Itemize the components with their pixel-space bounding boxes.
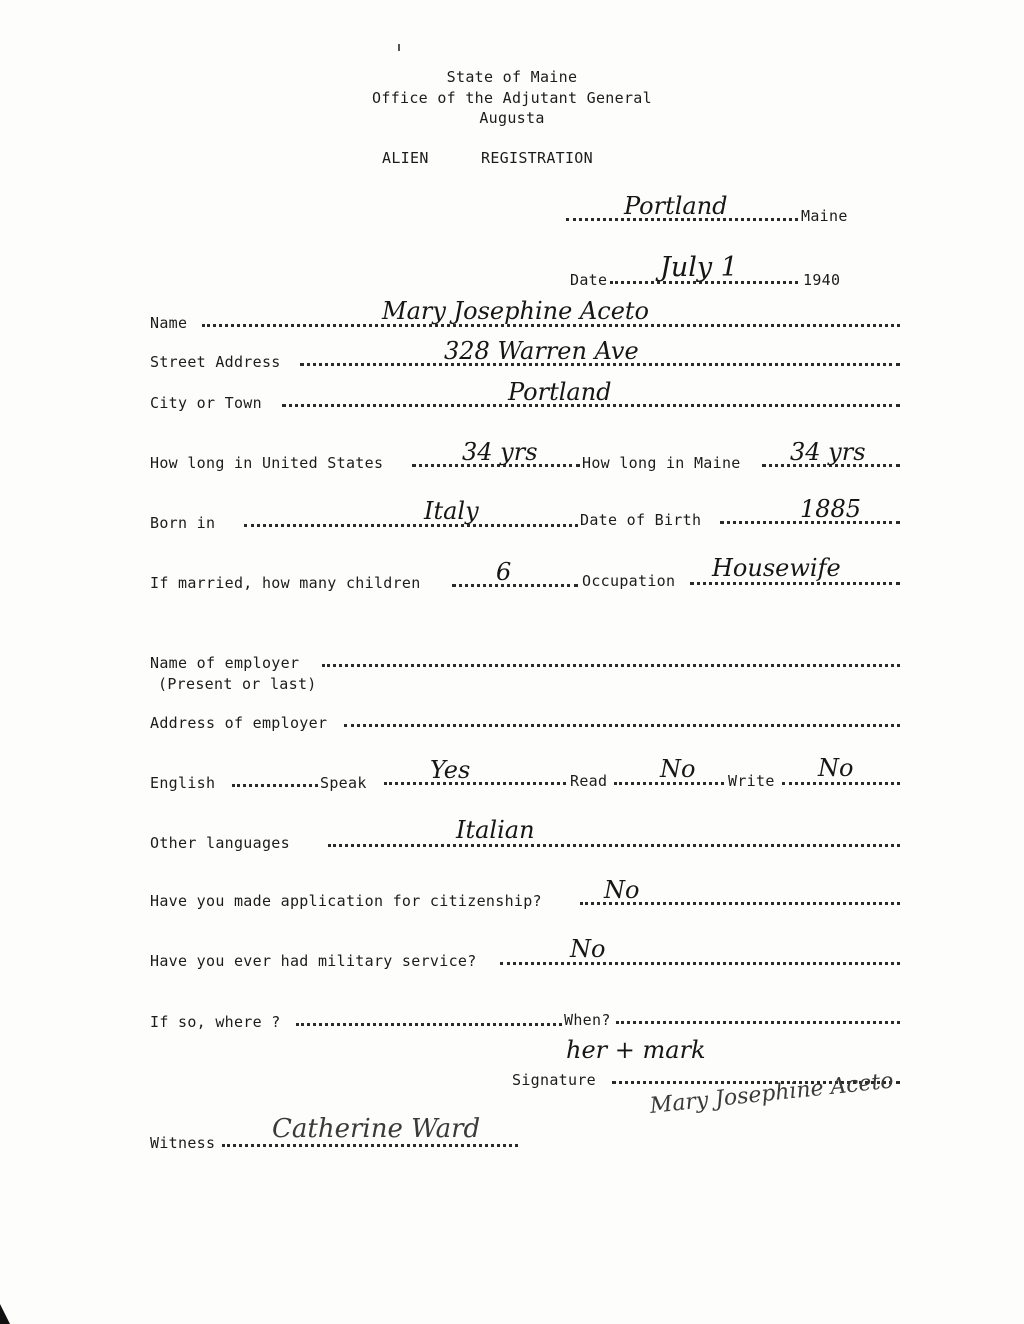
signature-mark: her + mark [566, 1036, 706, 1064]
military-label: Have you ever had military service? [150, 952, 477, 970]
military-value: No [570, 935, 606, 963]
occupation-dots [690, 582, 900, 585]
children-value: 6 [496, 558, 512, 586]
speak-label: Speak [320, 774, 367, 792]
street-label: Street Address [150, 353, 281, 371]
city-label: City or Town [150, 394, 262, 412]
military-dots [500, 962, 900, 965]
header-registration: REGISTRATION [481, 149, 593, 167]
maine-value: 34 yrs [790, 438, 866, 466]
english-dots [232, 784, 318, 787]
employer-sublabel: (Present or last) [158, 675, 317, 693]
children-label: If married, how many children [150, 574, 421, 592]
place-state: Maine [801, 207, 848, 225]
city-value: Portland [508, 378, 612, 406]
where-label: If so, where ? [150, 1013, 281, 1031]
date-value: July 1 [660, 252, 738, 283]
us-value: 34 yrs [462, 438, 538, 466]
witness-label: Witness [150, 1134, 216, 1152]
maine-label: How long in Maine [582, 454, 741, 472]
date-year: 1940 [803, 271, 841, 289]
employer-label: Name of employer [150, 654, 300, 672]
header-city: Augusta [479, 109, 545, 127]
citizenship-label: Have you made application for citizenship? [150, 892, 542, 910]
dob-value: 1885 [800, 495, 862, 523]
employer-address-dots [344, 724, 900, 727]
header-state: State of Maine [446, 68, 578, 86]
when-dots [616, 1021, 900, 1024]
date-label: Date [570, 271, 608, 289]
signature-name: Mary Josephine Aceto [648, 1068, 895, 1119]
children-dots [452, 584, 578, 587]
header-alien: ALIEN [382, 149, 429, 167]
employer-address-label: Address of employer [150, 714, 328, 732]
write-label: Write [728, 772, 775, 790]
born-label: Born in [150, 514, 216, 532]
name-label: Name [150, 314, 188, 332]
english-label: English [150, 774, 216, 792]
place-value: Portland [624, 192, 728, 220]
read-value: No [660, 755, 696, 783]
born-value: Italy [424, 497, 479, 525]
signature-label: Signature [512, 1071, 596, 1089]
witness-value: Catherine Ward [272, 1114, 481, 1144]
other-languages-label: Other languages [150, 834, 290, 852]
dob-label: Date of Birth [580, 511, 702, 529]
employer-dots [322, 664, 900, 667]
occupation-value: Housewife [712, 554, 841, 582]
header-office: Office of the Adjutant General [372, 89, 652, 107]
speak-value: Yes [430, 756, 471, 784]
when-label: When? [564, 1011, 611, 1029]
read-label: Read [570, 772, 608, 790]
name-value: Mary Josephine Aceto [382, 297, 649, 325]
other-languages-value: Italian [456, 816, 535, 844]
speak-dots [384, 782, 566, 785]
occupation-label: Occupation [582, 572, 676, 590]
scan-corner [0, 1304, 10, 1324]
where-dots [296, 1023, 562, 1026]
write-dots [782, 782, 900, 785]
scan-mark [398, 44, 400, 51]
other-languages-dots [328, 844, 900, 847]
witness-dots [222, 1144, 518, 1147]
born-dots [244, 524, 578, 527]
citizenship-value: No [604, 876, 640, 904]
us-label: How long in United States [150, 454, 384, 472]
street-value: 328 Warren Ave [444, 337, 639, 365]
write-value: No [818, 754, 854, 782]
